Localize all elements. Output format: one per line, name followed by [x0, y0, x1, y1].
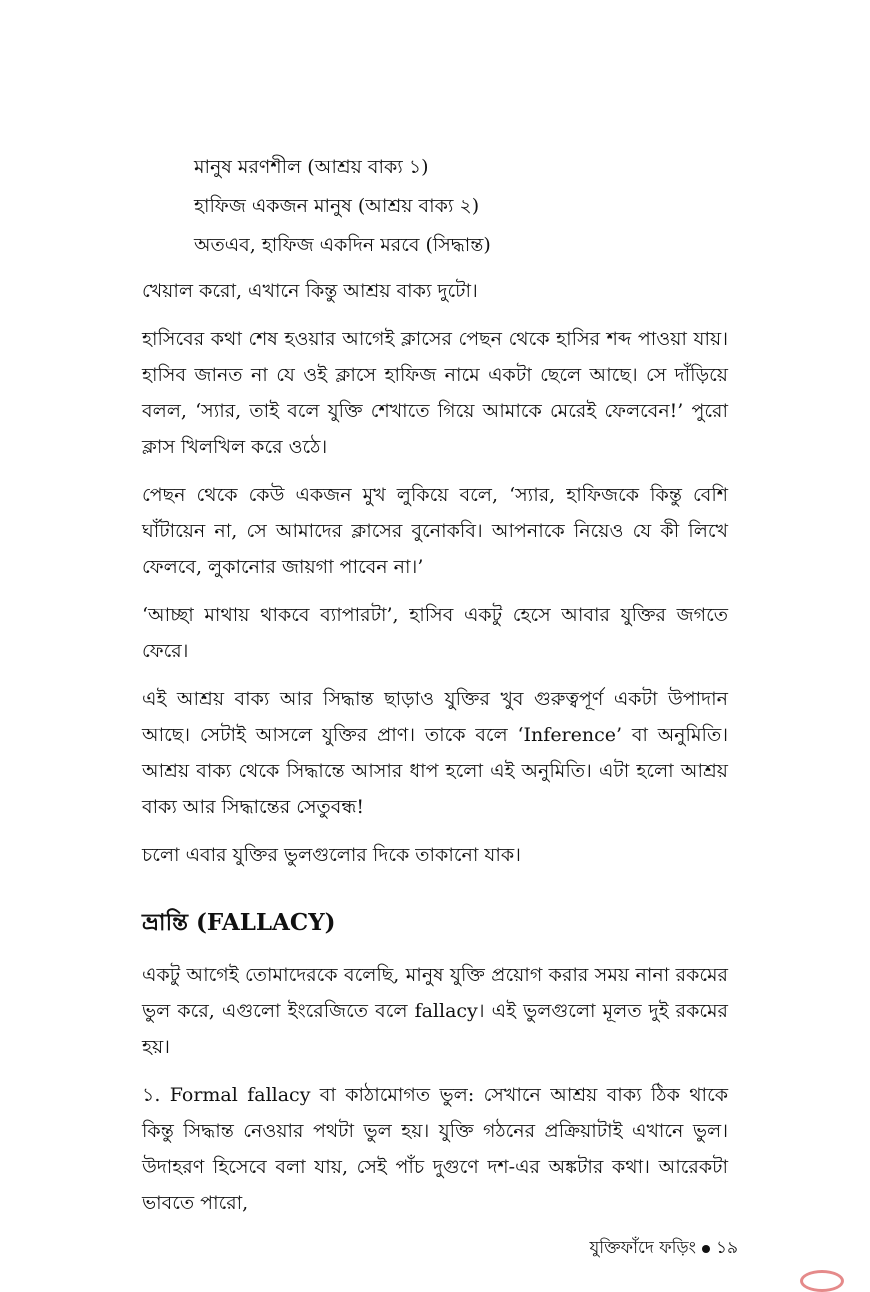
syllogism-premise-2: হাফিজ একজন মানুষ (আশ্রয় বাক্য ২)	[194, 195, 480, 217]
paragraph: এই আশ্রয় বাক্য আর সিদ্ধান্ত ছাড়াও যুক্তির খুব গুরুত্বপূর্ণ একটা উপাদান আছে। সেটাই আসলে যুক্তির প্রাণ। তাকে বলে ‘Inference’ বা অনুমিতি। আশ্রয় বাক্য থেকে সিদ্ধান্তে আসার ধাপ হলো এই অনুমিতি। এটা হলো আশ্রয় বাক্য আর সিদ্ধান্তের সেতুবন্ধ!	[142, 688, 728, 818]
page-content	[142, 148, 728, 1233]
syllogism-block	[142, 148, 728, 265]
paragraph: হাসিবের কথা শেষ হওয়ার আগেই ক্লাসের পেছন থেকে হাসির শব্দ পাওয়া যায়। হাসিব জানত না যে ওই ক্লাসে হাফিজ নামে একটা ছেলে আছে। সে দাঁড়িয়ে বলল, ‘স্যার, তাই বলে যুক্তি শেখাতে গিয়ে আমাকে মেরেই ফেলবেন!’ পুরো ক্লাস খিলখিল করে ওঠে।	[142, 328, 728, 458]
paragraph: খেয়াল করো, এখানে কিন্তু আশ্রয় বাক্য দুটো।	[142, 280, 478, 302]
bullet-dot-icon	[702, 1245, 710, 1253]
page-number: ১৯	[715, 1238, 738, 1258]
page-footer	[590, 1236, 739, 1260]
footer-book-title: যুক্তিফাঁদে ফড়িং	[589, 1238, 696, 1258]
syllogism-premise-1: মানুষ মরণশীল (আশ্রয় বাক্য ১)	[194, 156, 429, 178]
corner-circle-mark	[800, 1270, 844, 1292]
paragraph: ‘আচ্ছা মাথায় থাকবে ব্যাপারটা’, হাসিব একটু হেসে আবার যুক্তির জগতে ফেরে।	[142, 604, 728, 662]
paragraph: ১. Formal fallacy বা কাঠামোগত ভুল: সেখানে আশ্রয় বাক্য ঠিক থাকে কিন্তু সিদ্ধান্ত নেওয়ার পথটা ভুল হয়। যুক্তি গঠনের প্রক্রিয়াটাই এখানে ভুল। উদাহরণ হিসেবে বলা যায়, সেই পাঁচ দুগুণে দশ-এর অঙ্কটার কথা। আরেকটা ভাবতে পারো,	[142, 1084, 728, 1214]
paragraph: একটু আগেই তোমাদেরকে বলেছি, মানুষ যুক্তি প্রয়োগ করার সময় নানা রকমের ভুল করে, এগুলো ইংরেজিতে বলে fallacy। এই ভুলগুলো মূলত দুই রকমের হয়।	[142, 964, 728, 1058]
section-heading: ভ্রান্তি (FALLACY)	[142, 909, 336, 936]
paragraph: চলো এবার যুক্তির ভুলগুলোর দিকে তাকানো যাক।	[142, 844, 521, 866]
syllogism-conclusion: অতএব, হাফিজ একদিন মরবে (সিদ্ধান্ত)	[194, 234, 491, 256]
paragraph: পেছন থেকে কেউ একজন মুখ লুকিয়ে বলে, ‘স্যার, হাফিজকে কিন্তু বেশি ঘাঁটায়েন না, সে আমাদের ক্লাসের বুনোকবি। আপনাকে নিয়েও যে কী লিখে ফেলবে, লুকানোর জায়গা পাবেন না।’	[142, 484, 728, 578]
